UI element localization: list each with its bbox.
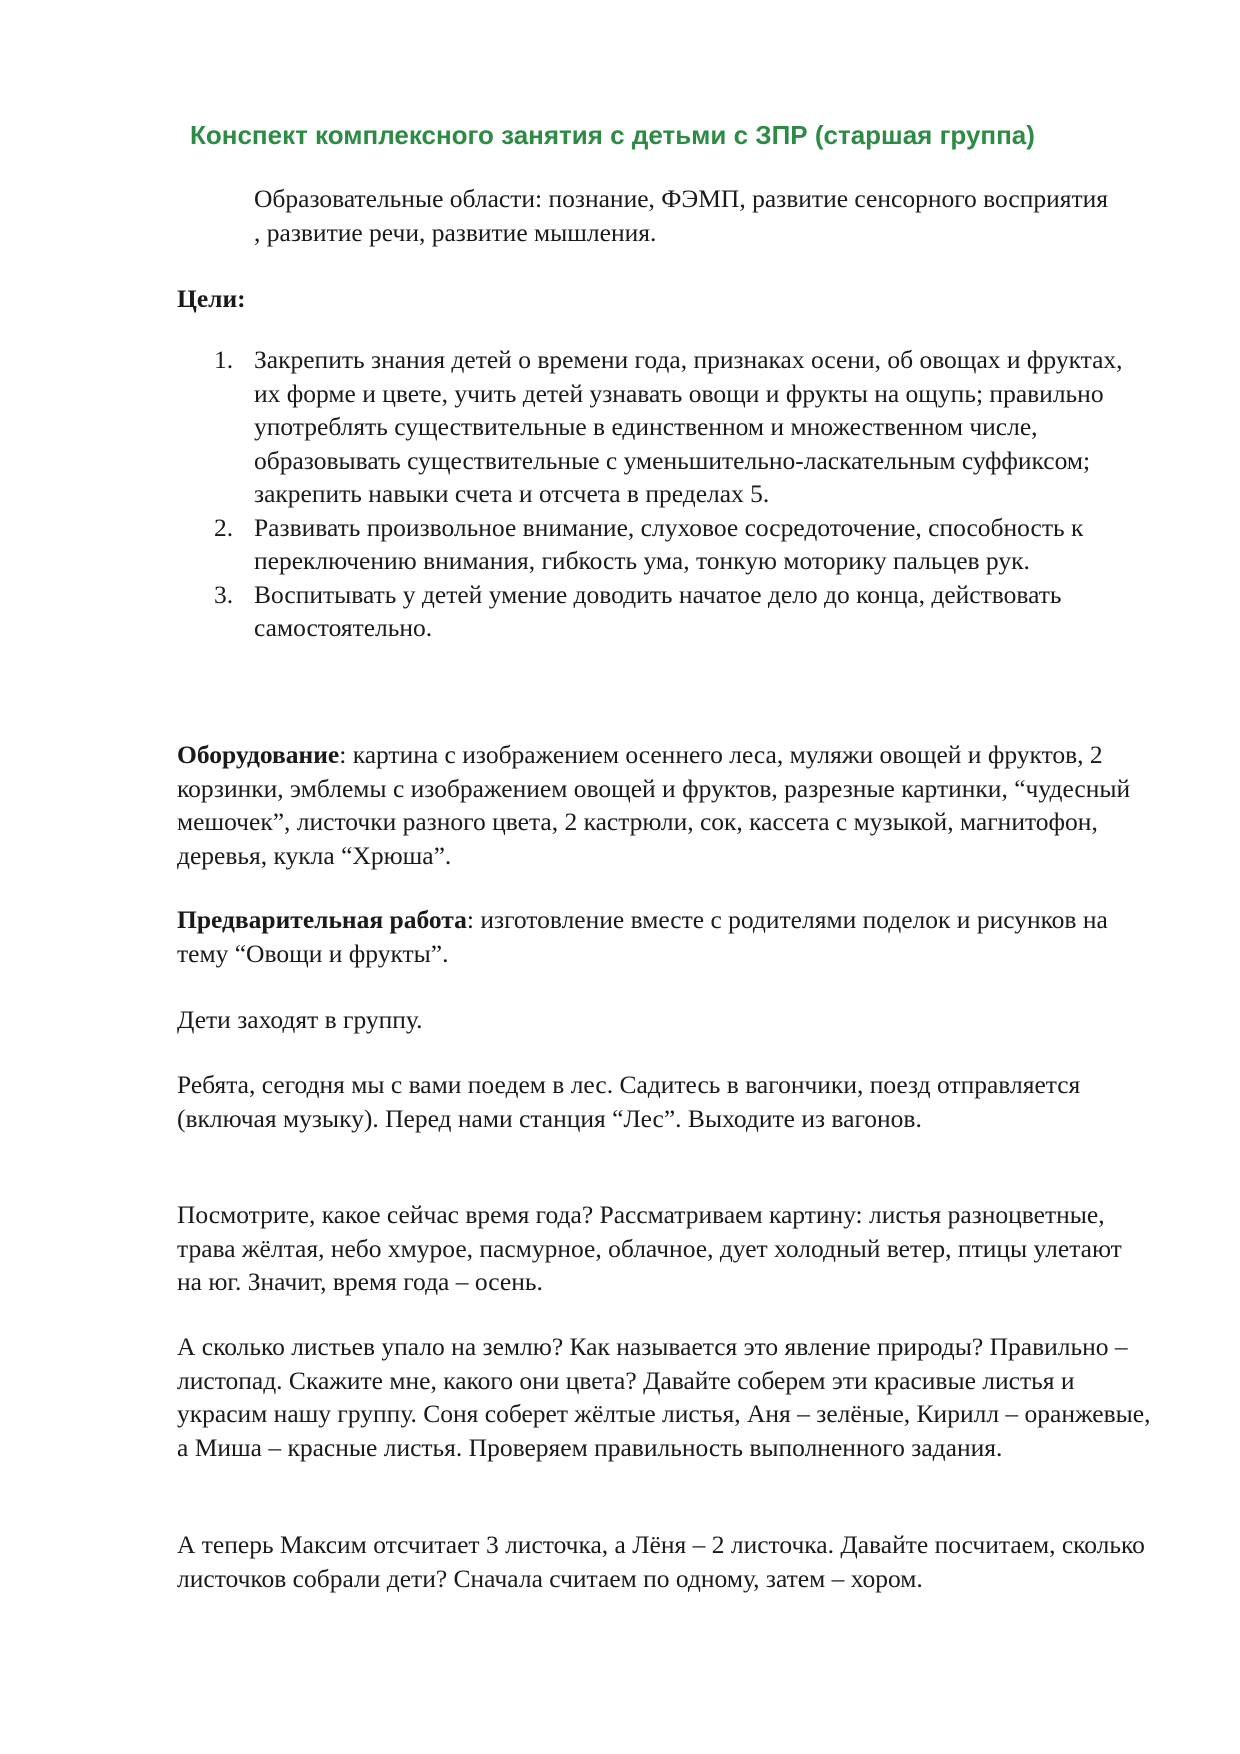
goal-item xyxy=(177,511,1137,578)
goal-number: 2. xyxy=(214,512,234,542)
goal-text: Закрепить знания детей о времени года, признаках осени, об овощах и фруктах, их форме и цвете, учить детей узнавать овощи и фрукты на ощупь; правильно употреблять существительные в единственном и множественном числе, образовывать существительные с уменьшительно-ласкательным суффиксом; закрепить навыки счета и отсчета в пределах 5. xyxy=(254,345,1123,508)
document-title: Конспект комплексного занятия с детьми с ЗПР (старшая группа) xyxy=(190,120,1035,150)
goals-heading: Цели: xyxy=(177,284,246,313)
goal-text: Развивать произвольное внимание, слуховое сосредоточение, способность к переключению внимания, гибкость ума, тонкую моторику пальцев рук. xyxy=(254,512,1084,575)
equipment-text: : картина с изображением осеннего леса, муляжи овощей и фруктов, 2 корзинки, эмблемы с изображением овощей и фруктов, разрезные картинки, “чудесный мешочек”, листочки разного цвета, 2 кастрюли, сок, кассета с музыкой, магнитофон, деревья, кукла “Хрюша”. xyxy=(177,740,1131,870)
goal-number: 3. xyxy=(214,579,234,609)
educational-areas: Образовательные области: познание, ФЭМП, развитие сенсорного восприятия , развитие речи, развитие мышления. xyxy=(254,184,1109,247)
goal-item xyxy=(177,343,1137,511)
goals-list xyxy=(177,343,1137,645)
body-paragraph: Дети заходят в группу. xyxy=(177,1005,423,1034)
equipment-paragraph xyxy=(177,738,1152,872)
body-paragraph: Посмотрите, какое сейчас время года? Рассматриваем картину: листья разноцветные, трава жёлтая, небо хмурое, пасмурное, облачное, дует холодный ветер, птицы улетают на юг. Значит, время года – осень. xyxy=(177,1200,1122,1296)
preparation-paragraph xyxy=(177,903,1152,970)
equipment-label: Оборудование xyxy=(177,740,340,769)
preparation-text: : изготовление вместе с родителями поделок и рисунков на тему “Овощи и фрукты”. xyxy=(177,905,1108,968)
preparation-label: Предварительная работа xyxy=(177,905,467,934)
body-paragraph: А теперь Максим отсчитает 3 листочка, а Лёня – 2 листочка. Давайте посчитаем, сколько листочков собрали дети? Сначала считаем по одному, затем – хором. xyxy=(177,1530,1145,1593)
goal-text: Воспитывать у детей умение доводить начатое дело до конца, действовать самостоятельно. xyxy=(254,579,1062,642)
body-paragraph: А сколько листьев упало на землю? Как называется это явление природы? Правильно – листопад. Скажите мне, какого они цвета? Давайте соберем эти красивые листья и украсим нашу группу. Соня соберет жёлтые листья, Аня – зелёные, Кирилл – оранжевые, а Миша – красные листья. Проверяем правильность выполненного задания. xyxy=(177,1332,1151,1462)
body-paragraph: Ребята, сегодня мы с вами поедем в лес. Садитесь в вагончики, поезд отправляется (включая музыку). Перед нами станция “Лес”. Выходите из вагонов. xyxy=(177,1070,1081,1133)
goal-item xyxy=(177,578,1137,645)
goal-number: 1. xyxy=(214,345,234,374)
